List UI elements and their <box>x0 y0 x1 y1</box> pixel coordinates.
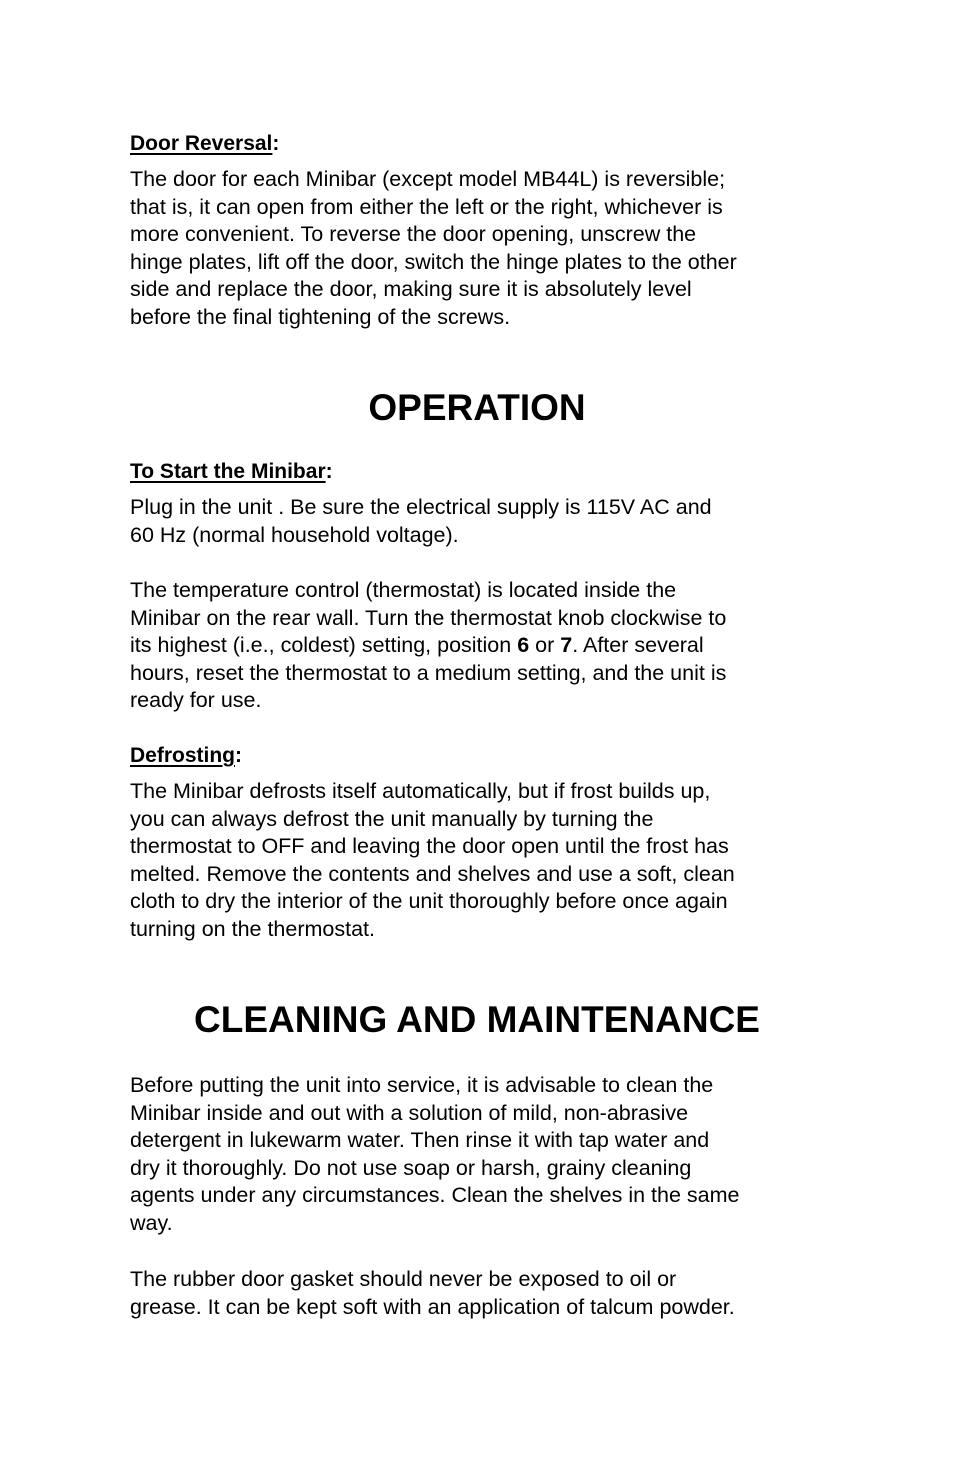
door-reversal-section <box>130 130 840 332</box>
operation-title: OPERATION <box>368 387 586 428</box>
text-line: grease. It can be kept soft with an application of talcum powder. <box>130 1294 735 1319</box>
text-line: The door for each Minibar (except model MB44L) is reversible; <box>130 167 726 191</box>
text-line: way. <box>130 1210 173 1235</box>
text-line: The rubber door gasket should never be exposed to oil or <box>130 1267 677 1291</box>
gasket-text <box>130 1266 840 1321</box>
text-line: side and replace the door, making sure it is absolutely level <box>130 277 692 302</box>
defrosting-text <box>130 778 840 944</box>
text-line: melted. Remove the contents and shelves and use a soft, clean <box>130 861 735 886</box>
text-line: cloth to dry the interior of the unit thoroughly before once again <box>130 889 728 914</box>
start-section <box>130 458 840 549</box>
text-line: The temperature control (thermostat) is located inside the <box>130 578 677 602</box>
text-line: 60 Hz (normal household voltage). <box>130 522 459 547</box>
text-line: detergent in lukewarm water. Then rinse it with tap water and <box>130 1128 710 1153</box>
text-line: Plug in the unit . Be sure the electrical supply is 115V AC and <box>130 495 712 519</box>
start-heading: To Start the Minibar: <box>130 460 333 483</box>
text-line: ready for use. <box>130 688 262 713</box>
defrosting-section <box>130 742 840 944</box>
cleaning-title: CLEANING AND MAINTENANCE <box>194 999 760 1040</box>
text-line: hinge plates, lift off the door, switch the hinge plates to the other <box>130 249 737 274</box>
thermostat-text <box>130 577 840 715</box>
text-line: dry it thoroughly. Do not use soap or harsh, grainy cleaning <box>130 1155 692 1180</box>
door-reversal-text <box>130 166 840 332</box>
text-line: you can always defrost the unit manually by turning the <box>130 806 654 831</box>
text-line: turning on the thermostat. <box>130 916 376 941</box>
text-line: more convenient. To reverse the door opening, unscrew the <box>130 222 697 247</box>
text-line: agents under any circumstances. Clean the shelves in the same <box>130 1183 740 1208</box>
start-text <box>130 494 840 549</box>
door-reversal-heading: Door Reversal: <box>130 132 280 155</box>
text-line: its highest (i.e., coldest) setting, position 6 or 7. After several <box>130 633 704 658</box>
defrosting-heading: Defrosting: <box>130 744 242 767</box>
cleaning-text <box>130 1072 840 1238</box>
text-line: The Minibar defrosts itself automatically, but if frost builds up, <box>130 779 711 803</box>
text-line: that is, it can open from either the left or the right, whichever is <box>130 194 723 219</box>
text-line: Minibar inside and out with a solution of mild, non-abrasive <box>130 1100 689 1125</box>
text-line: thermostat to OFF and leaving the door open until the frost has <box>130 834 729 859</box>
text-line: Minibar on the rear wall. Turn the thermostat knob clockwise to <box>130 605 727 630</box>
text-line: Before putting the unit into service, it is advisable to clean the <box>130 1073 714 1097</box>
text-line: before the final tightening of the screws. <box>130 304 511 329</box>
text-line: hours, reset the thermostat to a medium setting, and the unit is <box>130 660 727 685</box>
